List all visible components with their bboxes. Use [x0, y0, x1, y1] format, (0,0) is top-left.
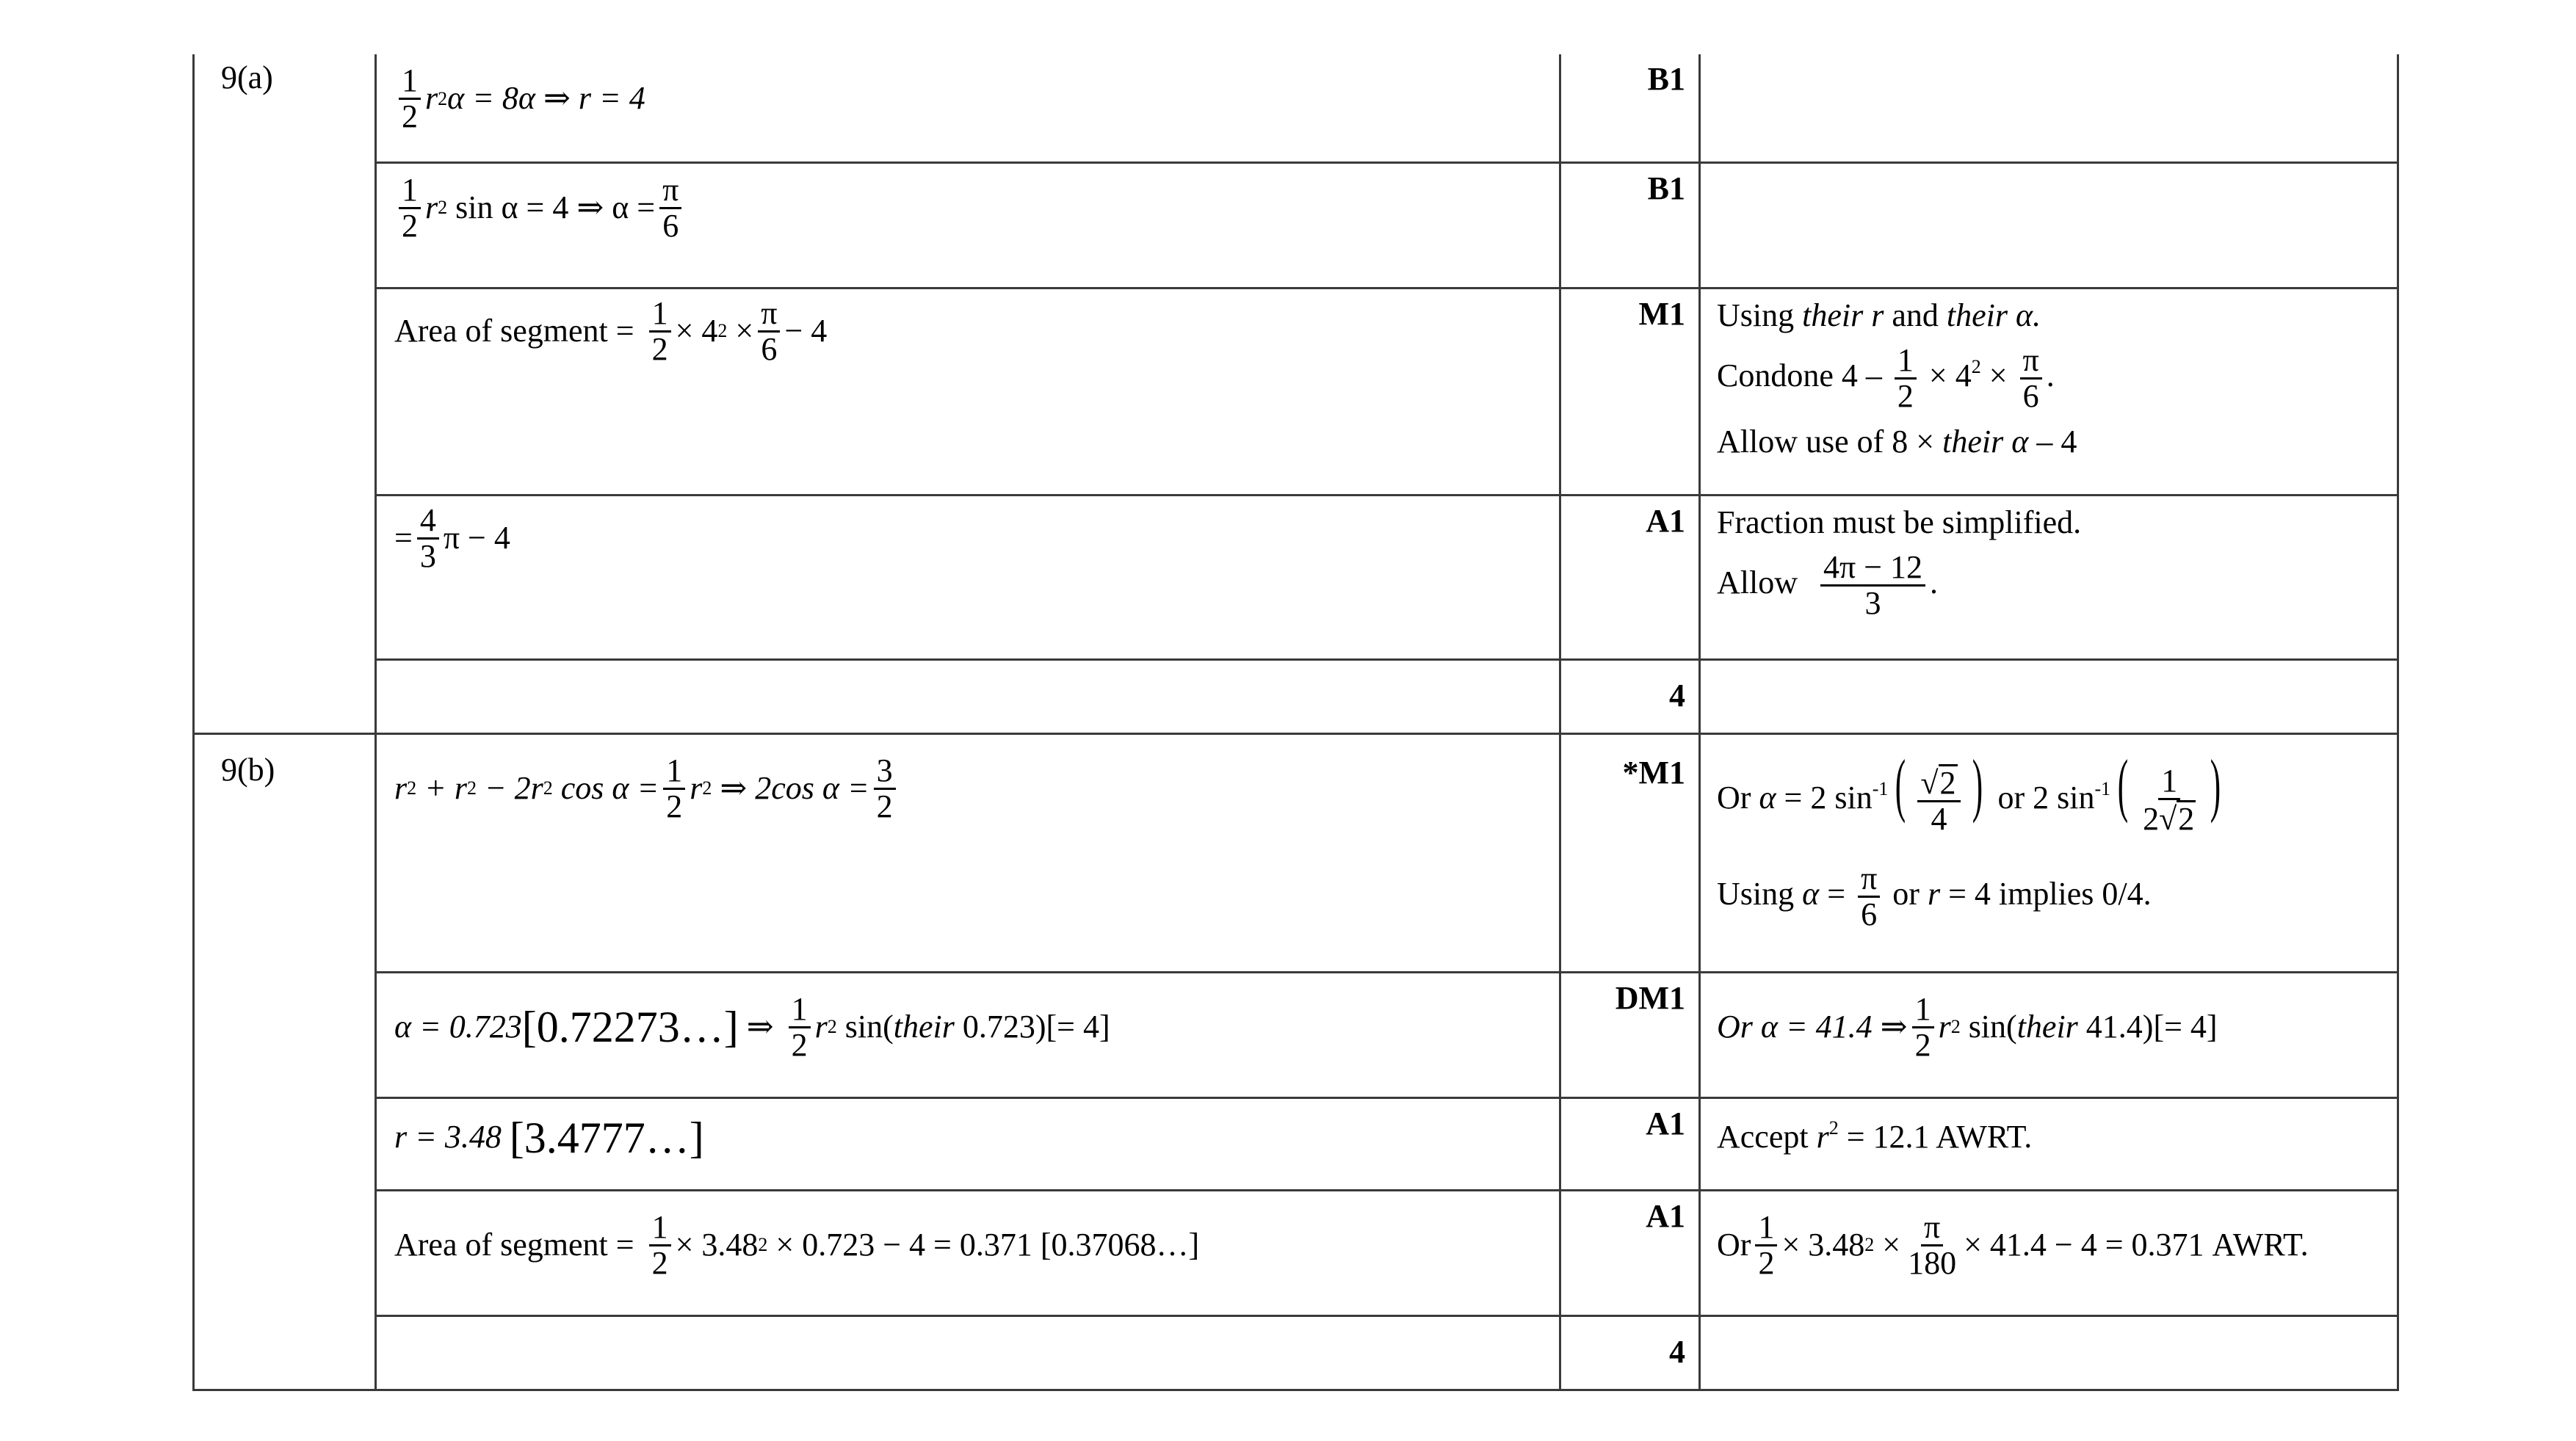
guidance-cell: [1700, 495, 2398, 659]
guidance-cell: [1700, 972, 2398, 1097]
guidance-line: Or α = 2 $\sin^{-1}$ ( √ 2 4 ) or 2 $\sin^{-1}$ ( 1 2√ 2 ): [1717, 744, 2221, 838]
table-row: [194, 288, 2398, 495]
answer-cell: [376, 1097, 1560, 1190]
answer-expression: Area of segment = $\frac{1}{2}$ × 3.48 2 × 0.723 − 4 = 0.371 [0.37068…]: [394, 1208, 1200, 1281]
guidance-cell: [1700, 733, 2398, 972]
answer-expression: $\frac{1}{2}$ r 2 sin α = 4 ⇒ α = $\frac{\pi}{6}$: [394, 173, 686, 243]
guidance-cell: [1700, 659, 2398, 733]
guidance-line: Fraction must be simplified.: [1717, 504, 2082, 540]
answer-cell: [376, 1315, 1560, 1390]
total-mark-cell: 4: [1560, 659, 1700, 733]
guidance-line: Allow use of 8 × their α – 4: [1717, 423, 2077, 460]
answer-expression: α = 0.723 [0.72273…] ⇒ $\frac{1}{2}$ r 2 sin( their 0.723)[= 4]: [394, 990, 1110, 1063]
fraction: $\frac{1}{2}$: [399, 64, 421, 134]
table-row: [194, 495, 2398, 659]
guidance-cell: Accept $r^2 = 12.1$ AWRT.: [1700, 1097, 2398, 1190]
answer-expression: r 2 + r 2 − 2r 2 cos α = $\frac{1}{2}$ r 2 ⇒ 2cos α = $\frac{3}{2}$: [394, 754, 900, 824]
guidance-line: Allow $\frac{4\pi - 12}{3}$ .: [1717, 549, 1939, 622]
table-row: [194, 972, 2398, 1097]
guidance-line: Using α = $\frac{\pi}{6}$ or r = 4 implies 0/4.: [1717, 860, 2152, 932]
table-row: [194, 1097, 2398, 1190]
answer-expression: $\frac{1}{2}$ r 2 α = 8α ⇒ r = 4: [394, 64, 645, 134]
mark-cell: B1: [1560, 162, 1700, 288]
guidance-line: Or $\frac{1}{2}$ × 3.48 2 × $\frac{\pi}{180}$ × 41.4 − 4 = 0.371 AWRT.: [1717, 1208, 2309, 1281]
answer-cell: [376, 54, 1560, 162]
mark-scheme-table: [192, 54, 2399, 1391]
table-row: [194, 162, 2398, 288]
guidance-cell: [1700, 1315, 2398, 1390]
table-row: [194, 54, 2398, 162]
guidance-line: Or α = 41.4 ⇒ $\frac{1}{2}$ r 2 sin( their 41.4)[= 4]: [1717, 990, 2218, 1063]
table-row: [194, 659, 2398, 733]
answer-cell: [376, 659, 1560, 733]
question-label-9b: [194, 733, 376, 1390]
guidance-line: Using their r and their α.: [1717, 297, 2041, 333]
answer-cell: [376, 1190, 1560, 1315]
mark-cell: A1: [1560, 1097, 1700, 1190]
mark-cell: M1: [1560, 288, 1700, 495]
mark-cell: A1: [1560, 495, 1700, 659]
guidance-cell: [1700, 1190, 2398, 1315]
answer-cell: [376, 288, 1560, 495]
guidance-cell: [1700, 54, 2398, 162]
question-label-9a: [194, 54, 376, 733]
guidance-cell: [1700, 288, 2398, 495]
table-row: [194, 733, 2398, 972]
mark-cell: DM1: [1560, 972, 1700, 1097]
guidance-line: Condone 4 – $\frac{1}{2}$ × $4^2$ × $\frac{\pi}{6}$ .: [1717, 342, 2055, 415]
answer-cell: [376, 972, 1560, 1097]
answer-expression: Area of segment = $\frac{1}{2}$ × 4 2 × $\frac{\pi}{6}$ − 4: [394, 294, 828, 367]
answer-cell: [376, 495, 1560, 659]
table-row: [194, 1315, 2398, 1390]
mark-cell: *M1: [1560, 733, 1700, 972]
question-number: 9(b): [221, 751, 275, 788]
total-mark-cell: 4: [1560, 1315, 1700, 1390]
answer-expression: r = 3.48 [3.4777…]: [394, 1113, 704, 1162]
guidance-cell: [1700, 162, 2398, 288]
mark-cell: B1: [1560, 54, 1700, 162]
table-row: [194, 1190, 2398, 1315]
answer-expression: = $\frac{4}{3}$ π − 4: [394, 501, 510, 574]
answer-cell: [376, 162, 1560, 288]
mark-cell: A1: [1560, 1190, 1700, 1315]
question-number: 9(a): [221, 59, 273, 95]
answer-cell: [376, 733, 1560, 972]
